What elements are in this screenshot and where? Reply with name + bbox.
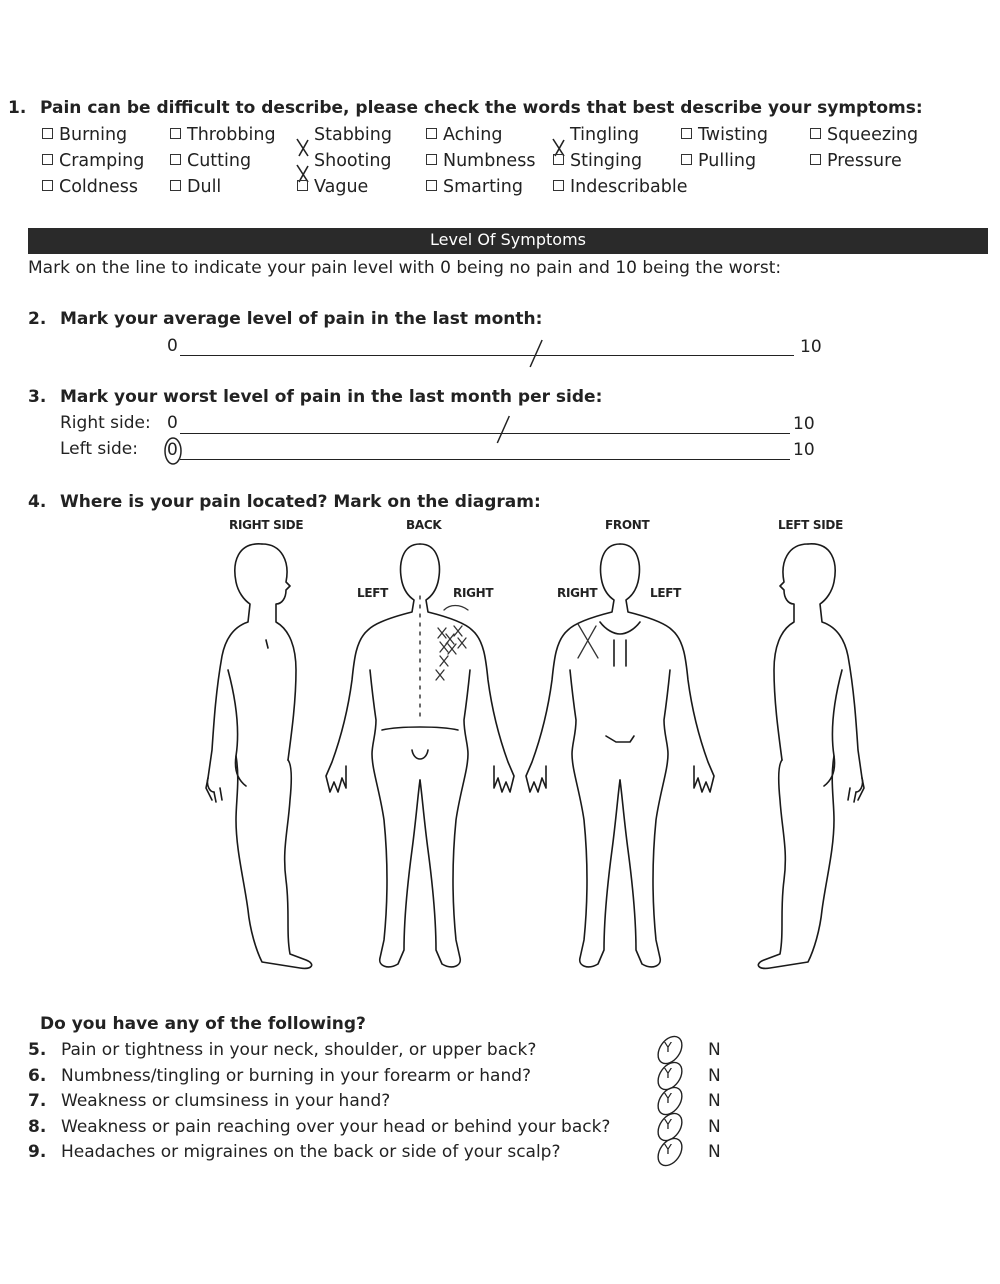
option-label: Stinging bbox=[570, 151, 643, 171]
option-label: Indescribable bbox=[570, 177, 688, 197]
view-label-left-side: LEFT SIDE bbox=[778, 518, 843, 532]
no-option[interactable]: N bbox=[708, 1040, 721, 1060]
q1-question: Pain can be difficult to describe, please check the words that best describe your symptoms: bbox=[40, 98, 923, 118]
q2-max-label: 10 bbox=[800, 337, 822, 357]
q3-left-min: 0 bbox=[167, 440, 178, 460]
level-instructions: Mark on the line to indicate your pain level with 0 being no pain and 10 being the worst: bbox=[28, 258, 782, 278]
followup-number: 9. bbox=[28, 1142, 47, 1162]
q3-marks bbox=[0, 0, 1000, 500]
figure-right-side[interactable] bbox=[206, 544, 312, 969]
q2-min-label: 0 bbox=[167, 336, 178, 356]
diagram-pain-marks bbox=[436, 606, 598, 681]
followup-number: 5. bbox=[28, 1040, 47, 1060]
option-label: Burning bbox=[59, 125, 128, 145]
q2-question: Mark your average level of pain in the last month: bbox=[60, 309, 543, 329]
view-label-right-side: RIGHT SIDE bbox=[229, 518, 304, 532]
option-label: Vague bbox=[314, 177, 369, 197]
no-option[interactable]: N bbox=[708, 1142, 721, 1162]
q3-left-label: Left side: bbox=[60, 439, 138, 459]
view-label-front: FRONT bbox=[605, 518, 650, 532]
back-left-label: LEFT bbox=[357, 586, 389, 600]
body-diagram[interactable] bbox=[0, 530, 1000, 990]
q3-question: Mark your worst level of pain in the last month per side: bbox=[60, 387, 603, 407]
option-label: Numbness bbox=[443, 151, 536, 171]
q3-right-label: Right side: bbox=[60, 413, 151, 433]
q1-number: 1. bbox=[8, 98, 27, 118]
followup-number: 6. bbox=[28, 1065, 47, 1086]
no-option[interactable]: N bbox=[708, 1065, 721, 1086]
followup-number: 8. bbox=[28, 1116, 47, 1137]
yes-option[interactable]: Y bbox=[664, 1066, 672, 1082]
yes-option[interactable]: Y bbox=[664, 1092, 672, 1107]
q2-number: 2. bbox=[28, 309, 47, 329]
front-left-label: LEFT bbox=[650, 586, 682, 600]
q3-right-min: 0 bbox=[167, 413, 178, 433]
option-label: Throbbing bbox=[187, 125, 276, 145]
followup-question: Numbness/tingling or burning in your forearm or hand? bbox=[61, 1065, 532, 1086]
figure-left-side[interactable] bbox=[758, 544, 864, 969]
followup-question: Pain or tightness in your neck, shoulder, or upper back? bbox=[61, 1040, 537, 1060]
option-label: Aching bbox=[443, 125, 503, 145]
option-label: Dull bbox=[187, 177, 222, 197]
no-option[interactable]: N bbox=[708, 1116, 721, 1137]
option-label: Shooting bbox=[314, 151, 392, 171]
q3-left-max: 10 bbox=[793, 440, 815, 460]
q4-number: 4. bbox=[28, 492, 47, 512]
followup-number: 7. bbox=[28, 1091, 47, 1111]
yes-circle-mark bbox=[650, 1135, 690, 1169]
option-label: Cutting bbox=[187, 151, 252, 171]
option-label: Tingling bbox=[570, 125, 640, 145]
q3-right-max: 10 bbox=[793, 414, 815, 434]
option-label: Squeezing bbox=[827, 125, 919, 145]
followup-question: Headaches or migraines on the back or side of your scalp? bbox=[61, 1142, 561, 1162]
option-label: Twisting bbox=[698, 125, 769, 145]
option-label: Smarting bbox=[443, 177, 523, 197]
q4-question: Where is your pain located? Mark on the diagram: bbox=[60, 492, 541, 512]
option-label: Pulling bbox=[698, 151, 757, 171]
front-right-label: RIGHT bbox=[557, 586, 598, 600]
q3-number: 3. bbox=[28, 387, 47, 407]
yes-option[interactable]: Y bbox=[664, 1117, 672, 1133]
option-label: Pressure bbox=[827, 151, 902, 171]
option-label: Stabbing bbox=[314, 125, 392, 145]
option-label: Cramping bbox=[59, 151, 145, 171]
followup-heading: Do you have any of the following? bbox=[40, 1014, 366, 1034]
followup-question: Weakness or pain reaching over your head or behind your back? bbox=[61, 1116, 611, 1137]
figure-front[interactable] bbox=[526, 544, 714, 967]
view-label-back: BACK bbox=[406, 518, 442, 532]
yes-option[interactable]: Y bbox=[664, 1143, 672, 1158]
yes-option[interactable]: Y bbox=[664, 1041, 672, 1056]
option-label: Coldness bbox=[59, 177, 138, 197]
no-option[interactable]: N bbox=[708, 1091, 721, 1111]
followup-question: Weakness or clumsiness in your hand? bbox=[61, 1091, 391, 1111]
section-title: Level Of Symptoms bbox=[430, 230, 586, 249]
back-right-label: RIGHT bbox=[453, 586, 494, 600]
